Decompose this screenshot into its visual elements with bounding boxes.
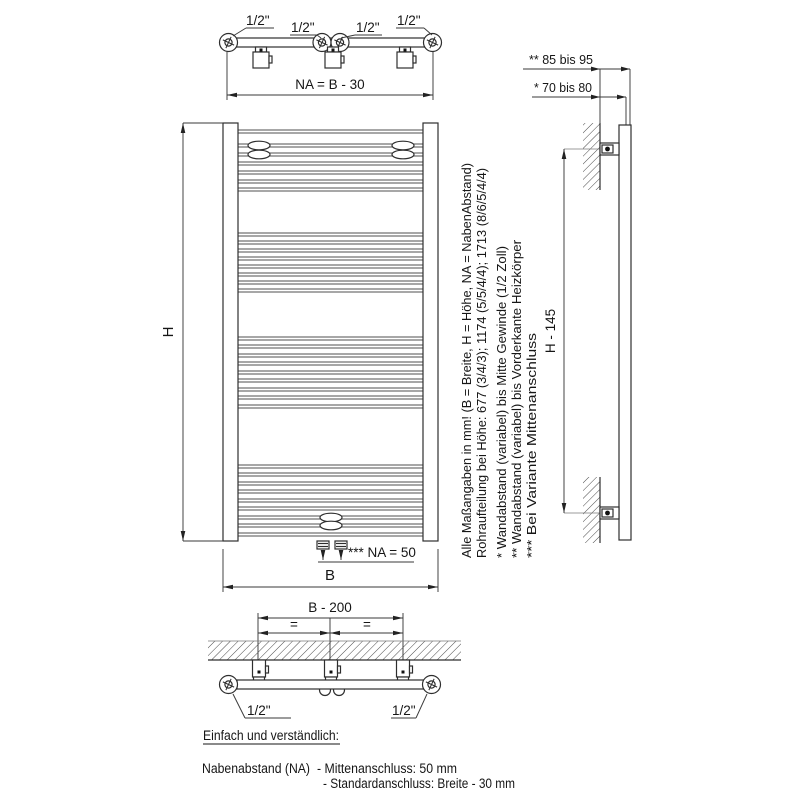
dimension-label-h-145: H - 145: [543, 308, 558, 354]
end-cap-connector-icon: [423, 676, 441, 694]
radiator-tube: [238, 354, 423, 357]
dimension-label-b: B: [324, 567, 336, 584]
rotated-notes: [460, 163, 539, 558]
wall-bracket-side-bottom: [600, 507, 619, 519]
radiator-tube: [238, 379, 423, 382]
footer-definition-mittenanschluss: - Mittenanschluss: 50 mm: [317, 761, 457, 776]
footer-definition-standardanschluss: - Standardanschluss: Breite - 30 mm: [323, 776, 515, 791]
radiator-panel-side-view: [619, 125, 631, 540]
wall-bracket-icon: [253, 47, 272, 68]
wall-bracket-icon: [253, 660, 269, 681]
radiator-tube: [238, 388, 423, 391]
dimension-label-na-b30: NA = B - 30: [295, 77, 365, 92]
radiator-tube: [238, 405, 423, 408]
end-cap-connector-icon: [220, 34, 238, 52]
footer-term-nabenabstand: Nabenabstand (NA): [202, 761, 310, 776]
note-center-connection-variant: *** Bei Variante Mittenanschluss: [525, 379, 539, 558]
footer-legend: [202, 728, 515, 791]
half-inch-label: 1/2": [247, 703, 271, 718]
wall-distance-thread-dimension: [532, 81, 626, 99]
dimension-label-85-95: ** 85 bis 95: [529, 53, 594, 67]
half-inch-callout-4: [396, 13, 432, 35]
wall-section-top: [583, 123, 600, 190]
half-inch-callout-3: [341, 20, 382, 38]
radiator-tube: [238, 249, 423, 252]
radiator-tube: [238, 233, 423, 236]
radiator-tube: [238, 265, 423, 268]
half-inch-callout-2: [290, 20, 321, 38]
footer-heading: Einfach und verständlich:: [203, 728, 339, 743]
radiator-tube: [238, 171, 423, 174]
note-dimensions-legend: Alle Maßangaben in mm! (B = Breite, H = Höhe, NA = NabenAbstand): [460, 171, 474, 558]
dimension-label-70-80: * 70 bis 80: [534, 81, 593, 95]
dimension-label-h: H: [160, 326, 177, 338]
radiator-tube: [238, 507, 423, 510]
radiator-tube: [238, 396, 423, 399]
radiator-tube: [238, 499, 423, 502]
left-collector-column: [223, 123, 238, 541]
front-view: [160, 123, 438, 592]
wall-section-horizontal: [208, 641, 461, 660]
radiator-tube: [238, 337, 423, 340]
radiator-tube: [238, 345, 423, 348]
radiator-tube: [238, 281, 423, 284]
equal-spacing-dimension: [258, 617, 403, 633]
radiator-tube: [238, 180, 423, 183]
mounting-clips-bottom: [320, 513, 342, 530]
top-view: [220, 13, 442, 100]
bottom-view: [208, 600, 461, 718]
end-cap-connector-icon: [220, 676, 238, 694]
radiator-tube: [238, 362, 423, 365]
radiator-tube: [238, 241, 423, 244]
wall-bracket-icon: [397, 660, 413, 681]
wall-distance-front-dimension: [523, 53, 630, 71]
radiator-tube: [238, 465, 423, 468]
half-inch-label: 1/2": [246, 13, 270, 28]
note-wall-distance-front: ** Wandabstand (variabel) bis Vorderkante Heizkörper: [510, 258, 524, 558]
note-wall-distance-thread: * Wandabstand (variabel) bis Mitte Gewinde (1/2 Zoll): [495, 261, 509, 558]
radiator-tube: [238, 162, 423, 165]
height-dimension: [160, 123, 223, 541]
half-inch-label: 1/2": [356, 20, 380, 35]
half-inch-label: 1/2": [291, 20, 315, 35]
half-inch-callout-bottom-left: [233, 694, 291, 718]
half-inch-label: 1/2": [392, 703, 416, 718]
equal-sign-left: =: [290, 617, 298, 632]
half-inch-callout-bottom-right: [391, 694, 427, 718]
radiator-tube: [238, 482, 423, 485]
equal-sign-right: =: [363, 617, 371, 632]
bracket-height-dimension: [543, 149, 564, 513]
note-tube-layout: Rohraufteilung bei Höhe: 677 (3/4/3); 1174 (5/5/4/4); 1713 (8/6/5/4/4): [475, 176, 489, 558]
radiator-tube: [238, 533, 423, 536]
radiator-tube: [238, 289, 423, 292]
wall-bracket-icon: [325, 660, 341, 681]
radiator-tube: [238, 473, 423, 476]
dimension-label-na50: *** NA = 50: [348, 545, 416, 560]
end-cap-connector-icon: [424, 34, 442, 52]
radiator-tube: [238, 490, 423, 493]
right-collector-column: [423, 123, 438, 541]
half-inch-callout-1: [233, 13, 274, 36]
wall-section-bottom: [583, 477, 600, 543]
half-inch-label: 1/2": [397, 13, 421, 28]
radiator-tubes: [238, 130, 423, 536]
wall-bracket-side-top: [600, 143, 619, 155]
side-view: [523, 53, 631, 543]
radiator-tube: [238, 188, 423, 191]
collector-bar-bottom-view: [237, 680, 427, 689]
radiator-tube: [238, 130, 423, 133]
center-connection-nipples: [317, 541, 347, 549]
radiator-tube: [238, 273, 423, 276]
wall-bracket-icon: [397, 47, 416, 68]
radiator-tube: [238, 371, 423, 374]
na50-dimension: [318, 545, 416, 562]
dimension-label-b-200: B - 200: [308, 600, 352, 615]
radiator-tube: [238, 257, 423, 260]
